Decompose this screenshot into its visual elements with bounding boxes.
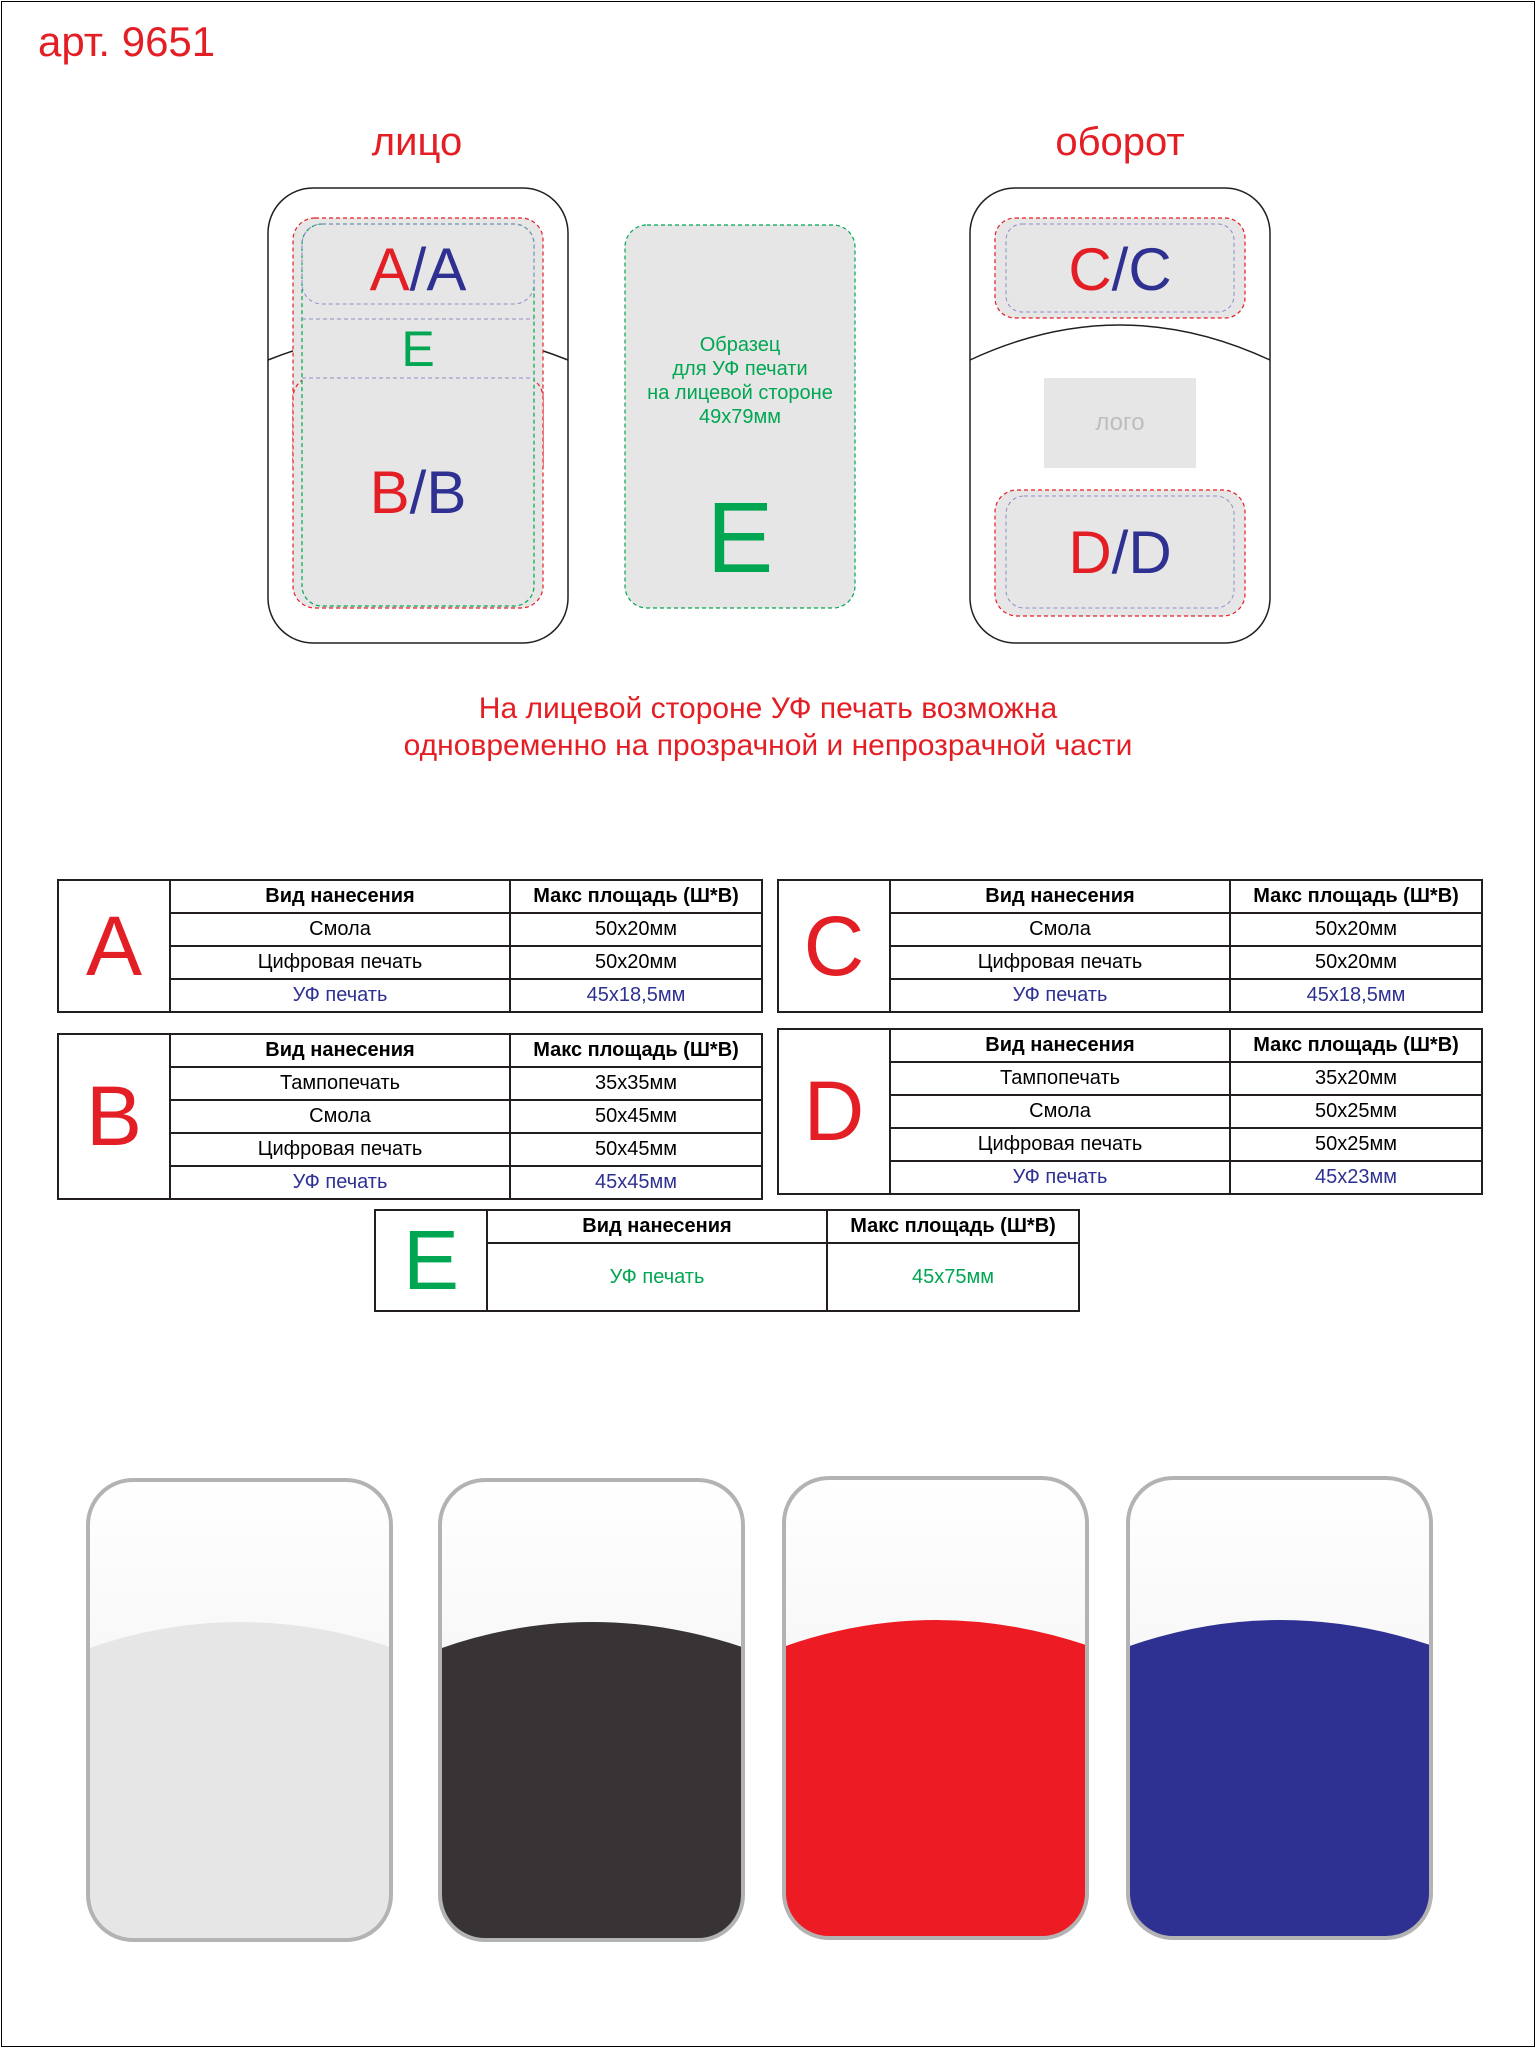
zone-c-letter-1: C — [1068, 236, 1112, 303]
table-row: Цифровая печать 50x45мм — [58, 1133, 762, 1166]
svg-text:B/B: B/B — [369, 459, 467, 526]
svg-text:C/C: C/C — [1068, 236, 1172, 303]
table-row: УФ печать 45x45мм — [58, 1166, 762, 1199]
sample-line-2: для УФ печати — [672, 358, 808, 380]
table-row: Цифровая печать 50x20мм — [58, 946, 762, 979]
table-row: Цифровая печать 50x20мм — [778, 946, 1482, 979]
product-variant-black — [436, 1476, 751, 1946]
uv-note-line-2: одновременно на прозрачной и непрозрачной части — [403, 729, 1133, 762]
table-header-area: Макс площадь (Ш*В) — [1230, 880, 1482, 913]
table-c-letter: C — [778, 880, 890, 1012]
table-e-letter: E — [375, 1210, 487, 1311]
svg-text:D/D: D/D — [1068, 519, 1172, 586]
logo-placeholder: лого — [1095, 409, 1145, 436]
table-header-method: Вид нанесения — [890, 1029, 1230, 1062]
uv-note — [0, 690, 1536, 764]
table-a-letter: A — [58, 880, 170, 1012]
zone-e-letter: E — [401, 321, 435, 377]
article-number: арт. 9651 — [38, 18, 216, 65]
back-side-diagram — [962, 180, 1282, 650]
table-row: УФ печать 45x18,5мм — [58, 979, 762, 1012]
sample-letter-e: E — [706, 482, 774, 594]
zone-a-letter-1: A — [369, 236, 410, 303]
table-row: Смола 50x20мм — [778, 913, 1482, 946]
product-variant-red — [780, 1474, 1095, 1944]
table-header-method: Вид нанесения — [170, 880, 510, 913]
zone-d-letter-2: D — [1128, 519, 1172, 586]
table-d-letter: D — [778, 1029, 890, 1194]
zone-d-letter-1: D — [1068, 519, 1112, 586]
back-label: оборот — [1055, 120, 1185, 164]
uv-note-line-1: На лицевой стороне УФ печать возможна — [478, 692, 1058, 725]
table-row: Смола 50x20мм — [58, 913, 762, 946]
table-header-area: Макс площадь (Ш*В) — [510, 1034, 762, 1067]
table-header-method: Вид нанесения — [170, 1034, 510, 1067]
spec-table-e — [374, 1209, 1080, 1312]
sample-line-1: Образец — [699, 334, 781, 356]
zone-b-letter-1: B — [369, 459, 410, 526]
spec-table-b — [57, 1033, 763, 1200]
spec-table-c — [777, 879, 1483, 1013]
table-row: Тампопечать 35x35мм — [58, 1067, 762, 1100]
svg-text:A/A: A/A — [369, 236, 467, 303]
table-row: УФ печать 45x18,5мм — [778, 979, 1482, 1012]
spec-table-d — [777, 1028, 1483, 1195]
face-label: лицо — [371, 120, 463, 164]
table-row: Смола 50x45мм — [58, 1100, 762, 1133]
table-header-area: Макс площадь (Ш*В) — [510, 880, 762, 913]
table-row: Смола 50x25мм — [778, 1095, 1482, 1128]
spec-table-a — [57, 879, 763, 1013]
table-row: Тампопечать 35x20мм — [778, 1062, 1482, 1095]
zone-c-letter-2: C — [1128, 236, 1172, 303]
table-header-area: Макс площадь (Ш*В) — [1230, 1029, 1482, 1062]
zone-a-letter-2: A — [426, 236, 467, 303]
front-side-diagram — [260, 180, 580, 650]
table-header-method: Вид нанесения — [487, 1210, 827, 1243]
table-header-area: Макс площадь (Ш*В) — [827, 1210, 1079, 1243]
zone-b-letter-2: B — [426, 459, 467, 526]
product-variant-white — [84, 1476, 399, 1946]
table-b-letter: B — [58, 1034, 170, 1199]
sample-line-4: 49x79мм — [699, 406, 781, 428]
uv-sample-diagram — [620, 220, 860, 614]
table-header-method: Вид нанесения — [890, 880, 1230, 913]
table-row: УФ печать 45x23мм — [778, 1161, 1482, 1194]
table-row: УФ печать 45x75мм — [375, 1243, 1079, 1311]
sample-line-3: на лицевой стороне — [647, 382, 833, 404]
product-variant-blue — [1124, 1474, 1439, 1944]
table-row: Цифровая печать 50x25мм — [778, 1128, 1482, 1161]
